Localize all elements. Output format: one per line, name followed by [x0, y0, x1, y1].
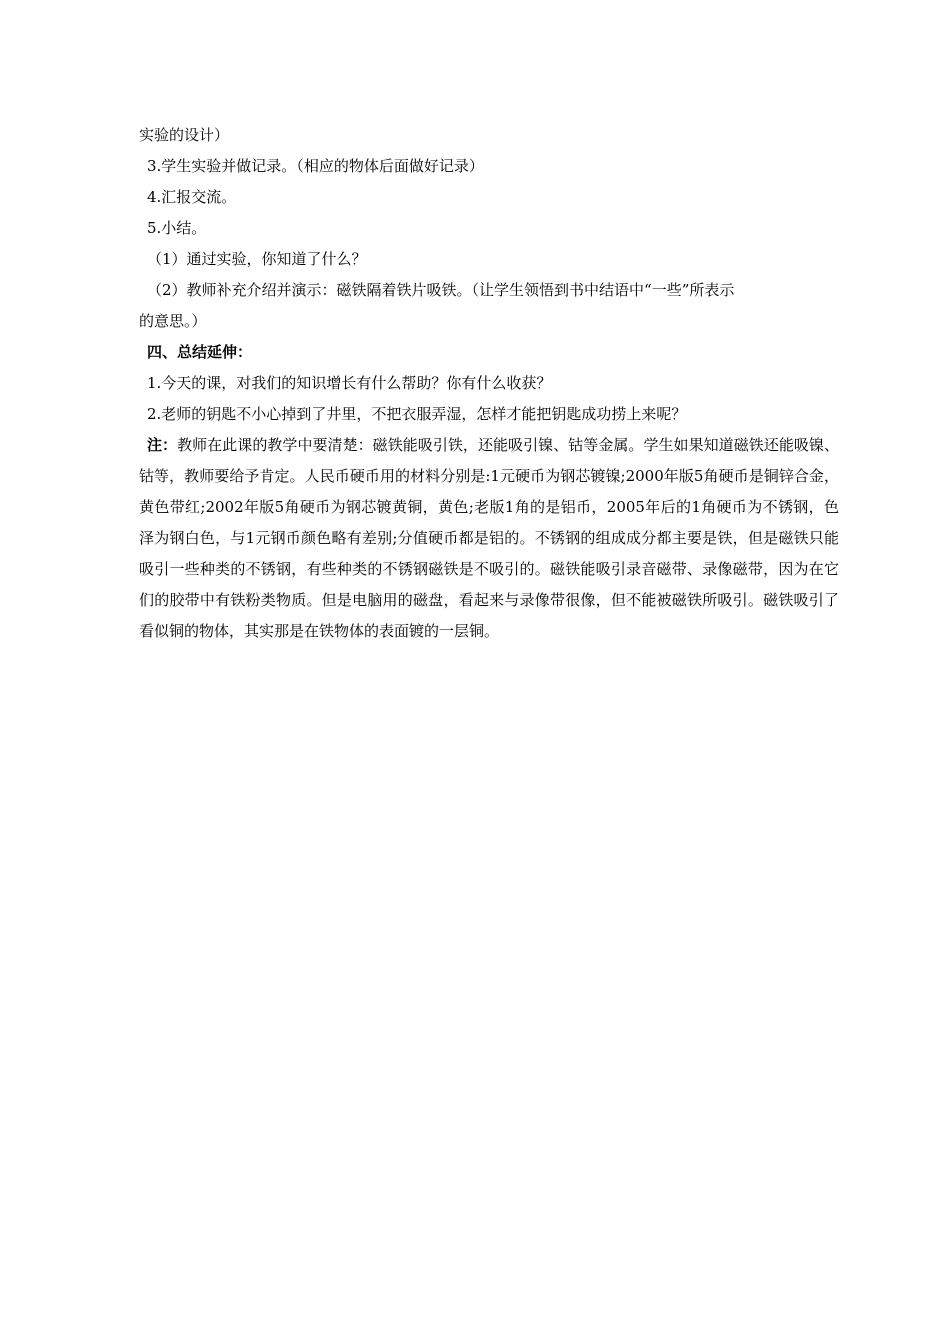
note-label: 注：	[147, 436, 178, 454]
section-heading: 四、总结延伸：	[147, 343, 253, 361]
document-body	[139, 120, 839, 647]
text-line: 实验的设计）	[139, 126, 230, 144]
sub-item: （2）教师补充介绍并演示：磁铁隔着铁片吸铁。（让学生领悟到书中结语中“一些”所表示	[147, 281, 735, 299]
note-text: 教师在此课的教学中要清楚：磁铁能吸引铁，还能吸引镍、钴等金属。学生如果知道磁铁还能吸镍、钴等，教师要给予肯定。人民币硬币用的材料分别是:1元硬币为钢芯镀镍;2000年版5角硬币是铜锌合金，黄色带红;2002年版5角硬币为钢芯镀黄铜，黄色;老版1角的是铝币，2005年后的1角硬币为不锈钢，色泽为钢白色，与1元钢币颜色略有差别;分值硬币都是铝的。不锈钢的组成成分都主要是铁，但是磁铁只能吸引一些种类的不锈钢，有些种类的不锈钢磁铁是不吸引的。磁铁能吸引录音磁带、录像磁带，因为在它们的胶带中有铁粉类物质。但是电脑用的磁盘，看起来与录像带很像，但不能被磁铁所吸引。磁铁吸引了看似铜的物体，其实那是在铁物体的表面镀的一层铜。	[139, 436, 839, 640]
step-item: 5.小结。	[147, 219, 207, 237]
text-line: 的意思。）	[139, 312, 207, 330]
step-item: 4.汇报交流。	[147, 188, 237, 206]
summary-item: 1.今天的课，对我们的知识增长有什么帮助？你有什么收获？	[147, 374, 552, 392]
note-paragraph	[139, 430, 839, 647]
sub-item: （1）通过实验，你知道了什么？	[147, 250, 367, 268]
step-item: 3.学生实验并做记录。（相应的物体后面做好记录）	[147, 157, 484, 175]
summary-item: 2.老师的钥匙不小心掉到了井里，不把衣服弄湿，怎样才能把钥匙成功捞上来呢？	[147, 405, 687, 423]
